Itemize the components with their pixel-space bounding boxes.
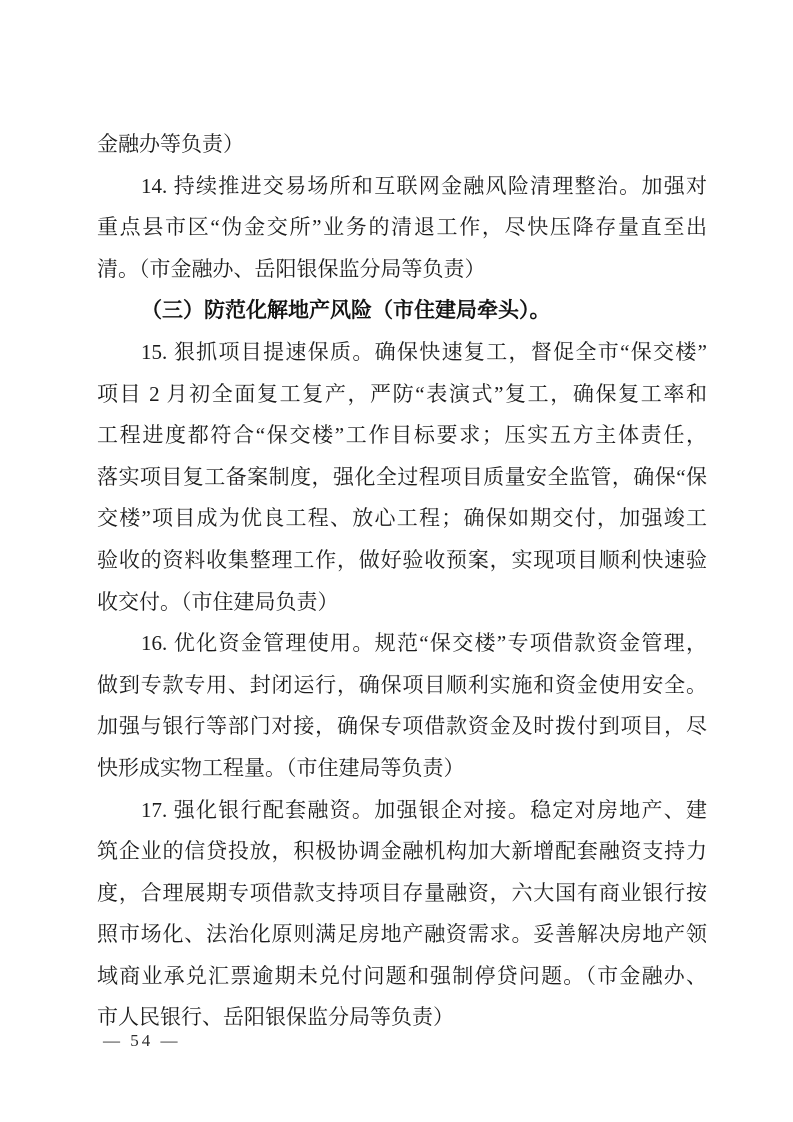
page-number: — 54 — xyxy=(103,1031,181,1050)
text-line: 快形成实物工程量。（市住建局等负责） xyxy=(97,755,465,780)
text-line: 筑企业的信贷投放，积极协调金融机构加大新增配套融资支持力 xyxy=(97,839,707,864)
paragraph xyxy=(97,124,707,166)
text-line: 收交付。（市住建局负责） xyxy=(97,589,339,614)
text-line: 域商业承兑汇票逾期未兑付问题和强制停贷问题。（市金融办、 xyxy=(97,963,707,988)
text-line: 度，合理展期专项借款支持项目存量融资，六大国有商业银行按 xyxy=(97,880,707,905)
paragraph xyxy=(97,623,707,789)
text-line: 重点县市区“伪金交所”业务的清退工作，尽快压降存量直至出 xyxy=(97,215,707,240)
text-line: 落实项目复工备案制度，强化全过程项目质量安全监管，确保“保 xyxy=(97,464,707,489)
paragraph xyxy=(97,332,707,623)
document-body xyxy=(97,124,707,1039)
paragraph xyxy=(97,166,707,291)
text-line: 15. 狠抓项目提速保质。确保快速复工，督促全市“保交楼” xyxy=(141,339,707,364)
section-heading xyxy=(97,290,707,332)
text-line: 17. 强化银行配套融资。加强银企对接。稳定对房地产、建 xyxy=(141,797,707,822)
text-line: 14. 持续推进交易场所和互联网金融风险清理整治。加强对 xyxy=(141,173,707,198)
text-line: 验收的资料收集整理工作，做好验收预案，实现项目顺利快速验 xyxy=(97,547,707,572)
text-line: 清。（市金融办、岳阳银保监分局等负责） xyxy=(97,256,486,281)
text-line: 做到专款专用、封闭运行，确保项目顺利实施和资金使用安全。 xyxy=(97,672,707,697)
text-line: 市人民银行、岳阳银保监分局等负责） xyxy=(97,1005,454,1030)
text-line: 加强与银行等部门对接，确保专项借款资金及时拨付到项目，尽 xyxy=(97,714,707,739)
text-line: 项目 2 月初全面复工复产，严防“表演式”复工，确保复工率和 xyxy=(97,381,707,406)
text-line: 16. 优化资金管理使用。规范“保交楼”专项借款资金管理， xyxy=(141,631,707,656)
text-line: （三）防范化解地产风险（市住建局牵头）。 xyxy=(141,298,551,323)
text-line: 金融办等负责） xyxy=(97,132,244,156)
text-line: 照市场化、法治化原则满足房地产融资需求。妥善解决房地产领 xyxy=(97,922,707,947)
text-line: 工程进度都符合“保交楼”工作目标要求；压实五方主体责任， xyxy=(97,423,707,448)
text-line: 交楼”项目成为优良工程、放心工程；确保如期交付，加强竣工 xyxy=(97,506,707,531)
paragraph xyxy=(97,790,707,1040)
